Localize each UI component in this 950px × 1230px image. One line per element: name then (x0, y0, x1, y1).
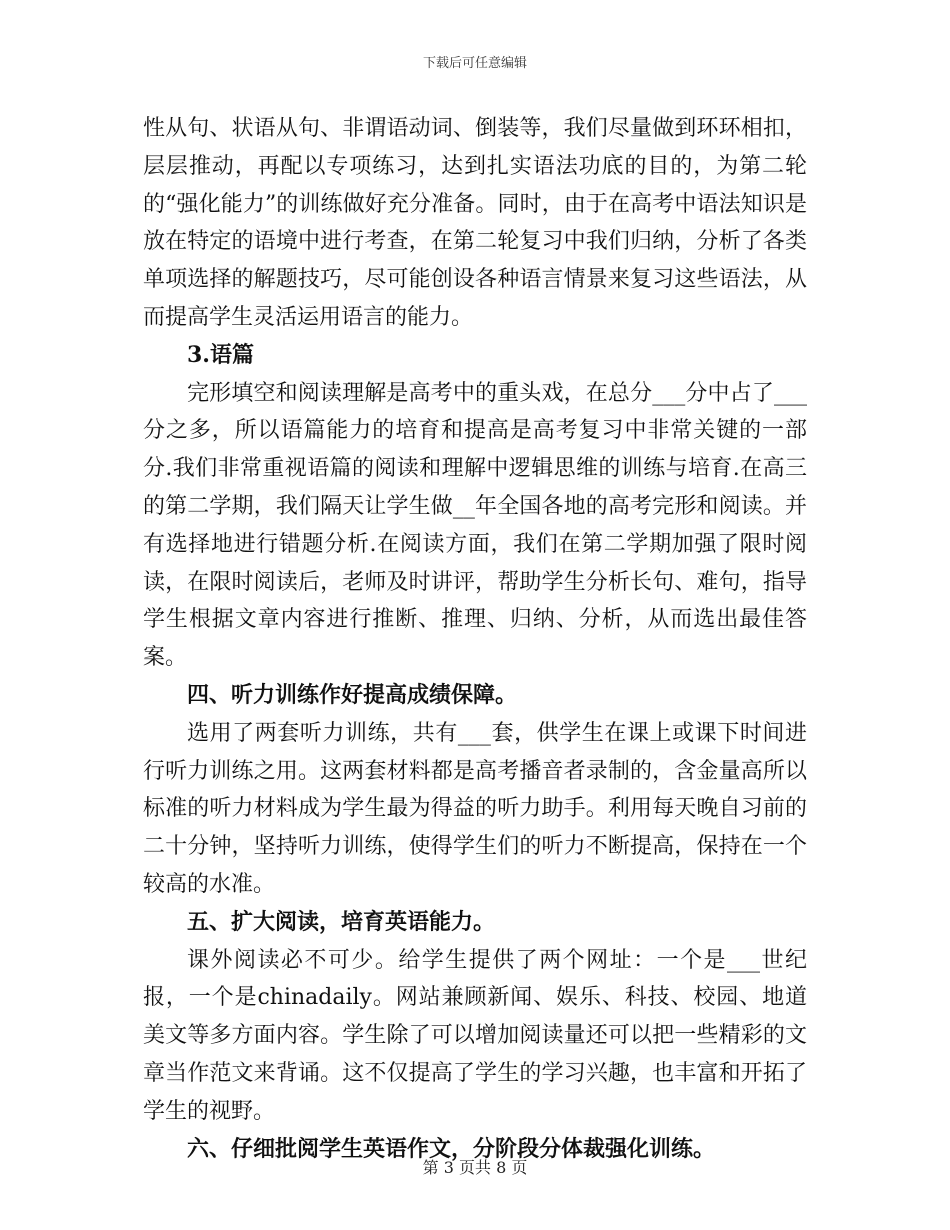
document-body (143, 110, 807, 1168)
body-paragraph: 选用了两套听力训练，共有___套，供学生在课上或课下时间进行听力训练之用。这两套材料都是高考播音者录制的，含金量高所以标准的听力材料成为学生最为得益的听力助手。利用每天晚自习前的二十分钟，坚持听力训练，使得学生们的听力不断提高，保持在一个较高的水准。 (143, 720, 807, 897)
page-footer: 第 3 页共 8 页 (422, 1158, 528, 1177)
body-paragraph: 性从句、状语从句、非谓语动词、倒装等，我们尽量做到环环相扣，层层推动，再配以专项练习，达到扎实语法功底的目的，为第二轮的“强化能力”的训练做好充分准备。同时，由于在高考中语法知识是放在特定的语境中进行考查，在第二轮复习中我们归纳，分析了各类单项选择的解题技巧，尽可能创设各种语言情景来复习这些语法，从而提高学生灵活运用语言的能力。 (143, 116, 807, 330)
page-header: 下载后可任意编辑 (422, 56, 527, 71)
section-heading-reading: 五、扩大阅读，培育英语能力。 (187, 908, 496, 935)
body-paragraph: 完形填空和阅读理解是高考中的重头戏，在总分___分中占了___分之多，所以语篇能力的培育和提高是高考复习中非常关键的一部分.我们非常重视语篇的阅读和理解中逻辑思维的训练与培育.在高三的第二学期，我们隔天让学生做__年全国各地的高考完形和阅读。并有选择地进行错题分析.在阅读方面，我们在第二学期加强了限时阅读，在限时阅读后，老师及时讲评，帮助学生分析长句、难句，指导学生根据文章内容进行推断、推理、归纳、分析，从而选出最佳答案。 (143, 380, 807, 671)
body-paragraph: 课外阅读必不可少。给学生提供了两个网址：一个是___世纪报，一个是chinadaily。网站兼顾新闻、娱乐、科技、校园、地道美文等多方面内容。学生除了可以增加阅读量还可以把一些精彩的文章当作范文来背诵。这不仅提高了学生的学习兴趣，也丰富和开拓了学生的视野。 (143, 947, 807, 1124)
section-heading-discourse: 3.语篇 (187, 341, 254, 368)
section-heading-writing: 六、仔细批阅学生英语作文，分阶段分体裁强化训练。 (187, 1135, 716, 1162)
section-heading-listening: 四、听力训练作好提高成绩保障。 (187, 681, 518, 708)
